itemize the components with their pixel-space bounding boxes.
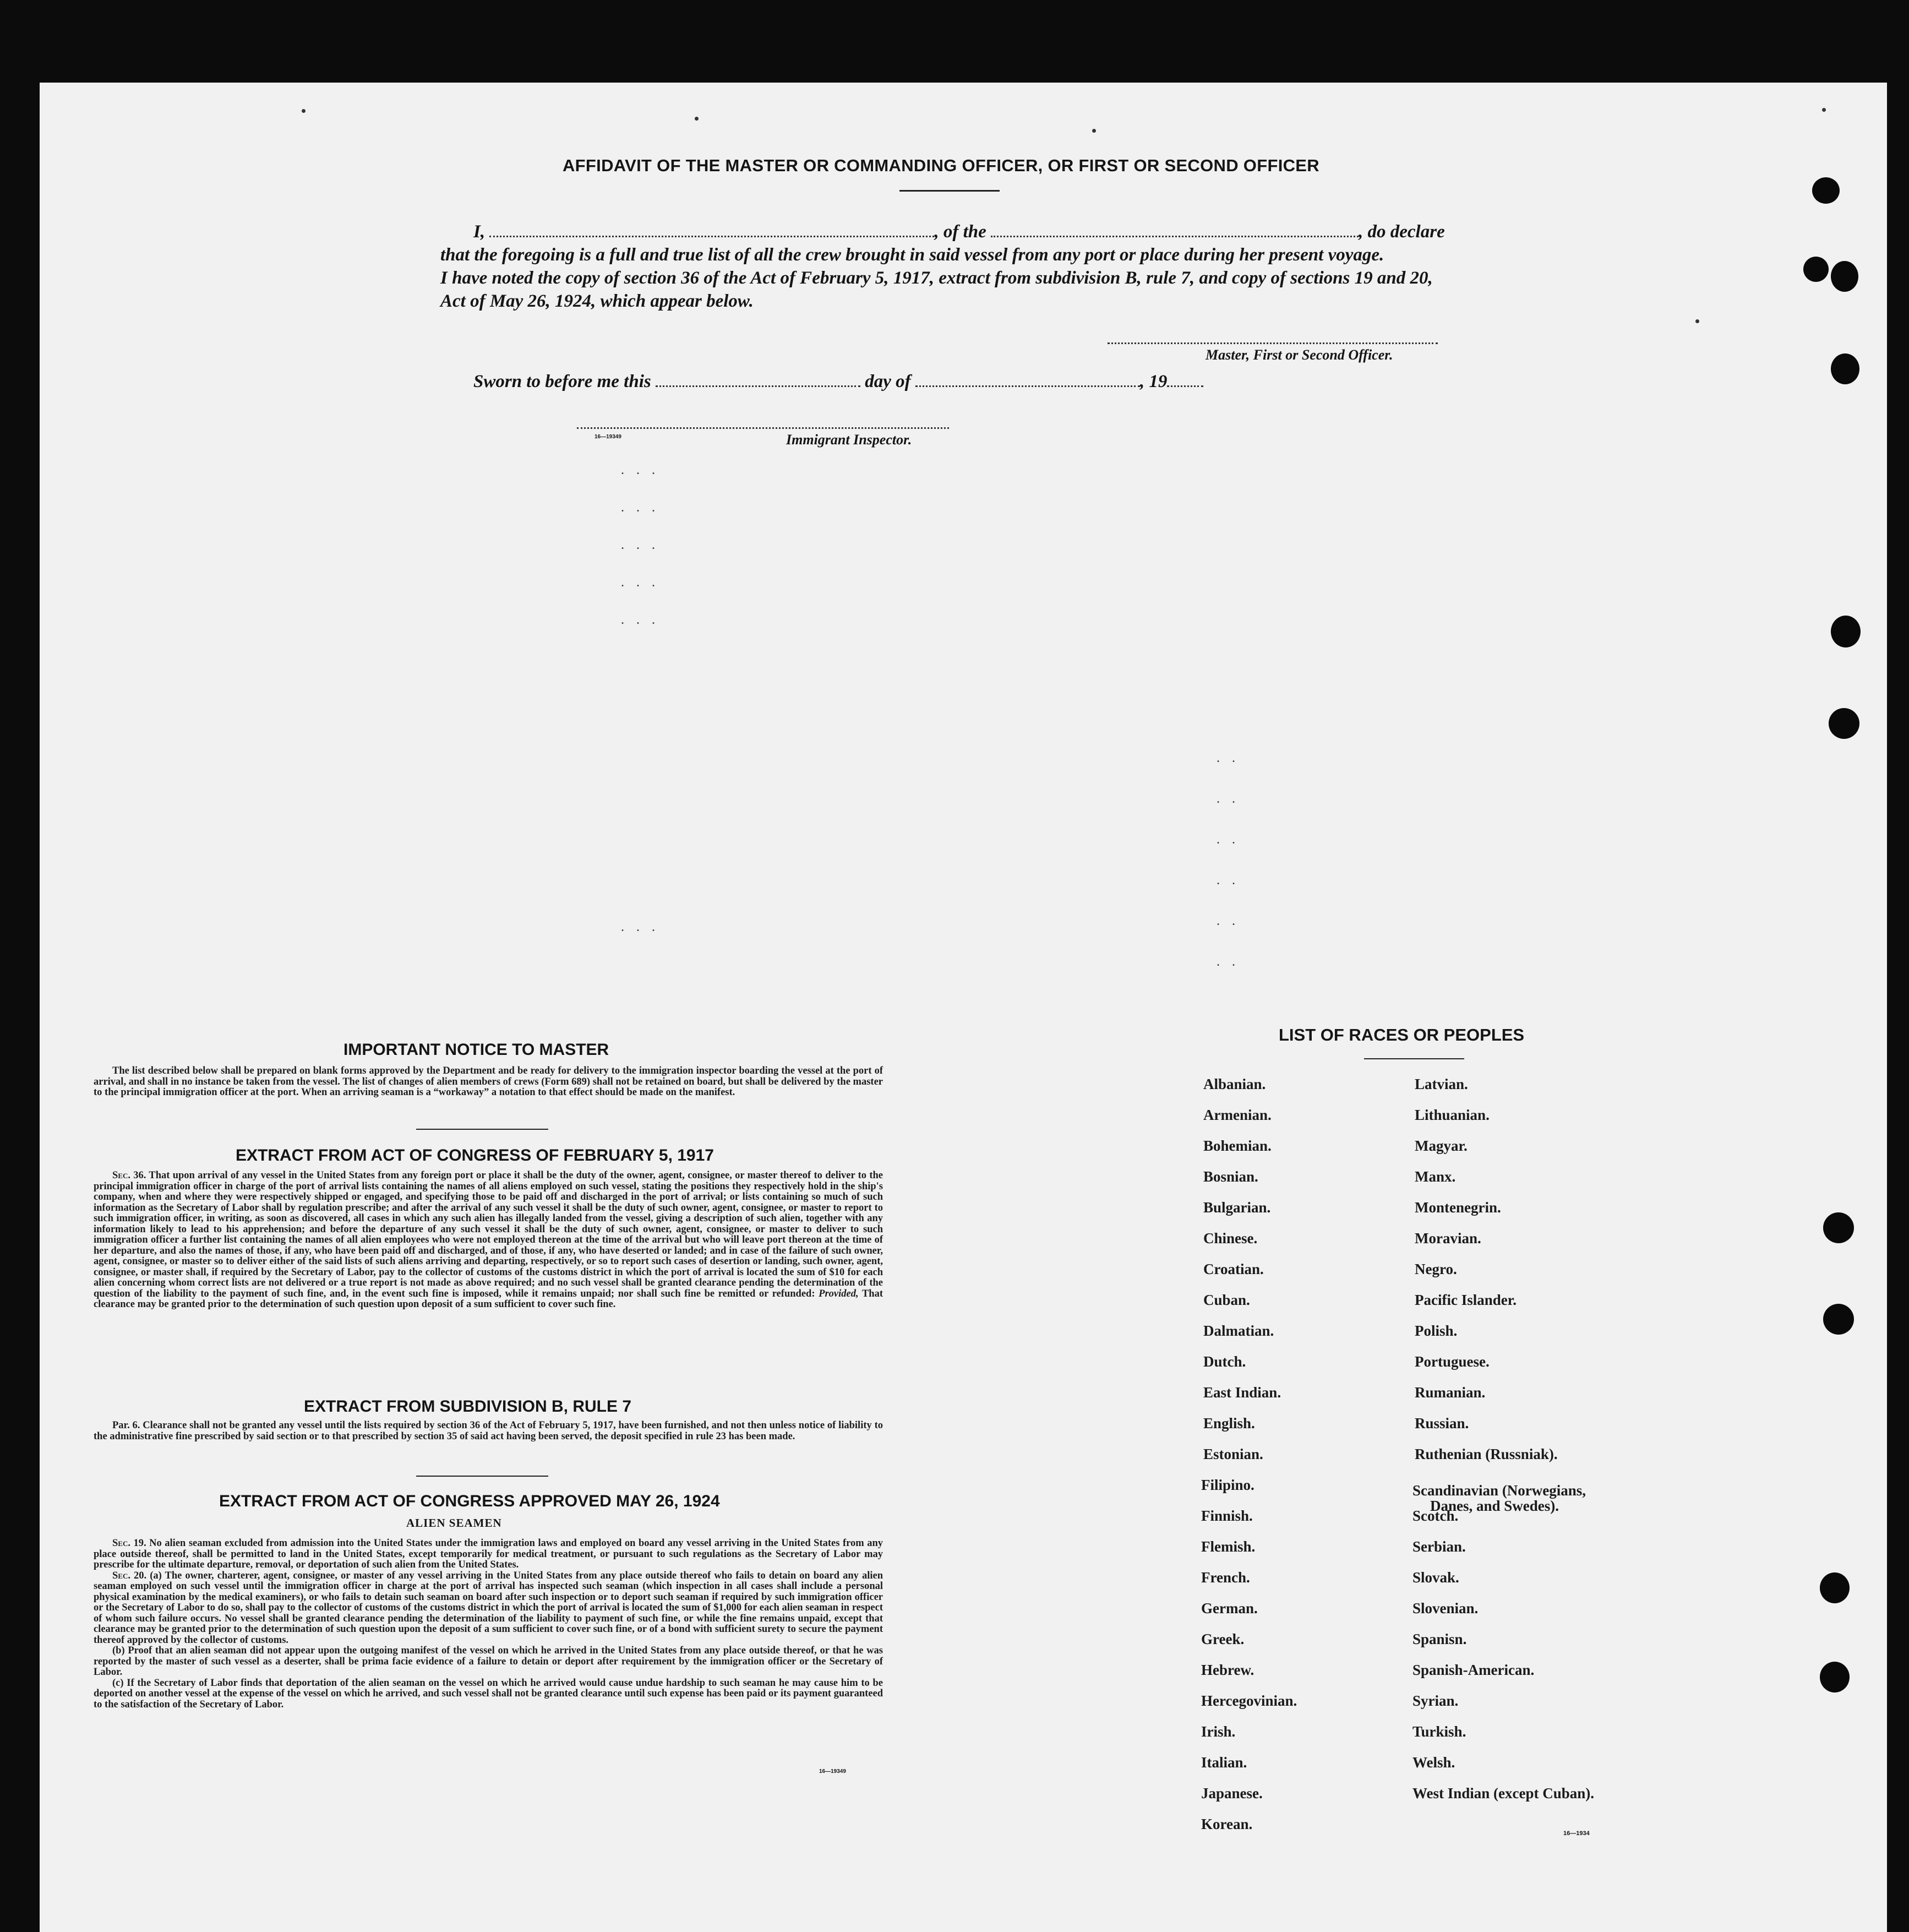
sworn-line — [473, 370, 1203, 393]
punch-hole — [1831, 261, 1858, 292]
affidavit-title: AFFIDAVIT OF THE MASTER OR COMMANDING OFFICER, OR FIRST OR SECOND OFFICER — [563, 156, 1319, 175]
punch-hole — [1823, 1212, 1854, 1243]
alien-seamen-subtitle: ALIEN SEAMEN — [406, 1516, 502, 1530]
race-left-item: English. — [1203, 1415, 1255, 1432]
race-left-item: Dutch. — [1203, 1353, 1246, 1370]
race-right-item: Latvian. — [1415, 1076, 1468, 1092]
section-divider — [416, 1476, 548, 1477]
faint-dots: ... — [621, 920, 667, 934]
section-divider — [416, 1129, 548, 1130]
race-right-item: Russian. — [1415, 1415, 1469, 1432]
race-left-item: Irish. — [1201, 1723, 1236, 1740]
sworn-text: Sworn to before me this — [473, 372, 651, 391]
race-right-item: Syrian. — [1412, 1692, 1459, 1709]
race-right-item: Manx. — [1415, 1168, 1456, 1185]
race-left-item: Albanian. — [1203, 1076, 1266, 1092]
ink-speck — [1822, 108, 1826, 112]
race-right-item: Rumanian. — [1415, 1384, 1486, 1401]
race-right-item: West Indian (except Cuban). — [1412, 1785, 1595, 1802]
sec36-label: Sec. 36. — [112, 1170, 146, 1181]
race-right-item: Scotch. — [1412, 1507, 1459, 1524]
race-left-item: East Indian. — [1203, 1384, 1281, 1401]
inspector-label: Immigrant Inspector. — [786, 432, 912, 448]
race-left-item: Estonian. — [1203, 1446, 1263, 1462]
notice-body — [94, 1066, 883, 1098]
provided-word: Provided, — [819, 1288, 859, 1299]
race-right-item: Ruthenian (Russniak). — [1415, 1446, 1558, 1462]
race-left-item: Croatian. — [1203, 1261, 1264, 1277]
rule7-text: Par. 6. Clearance shall not be granted any vessel until the lists required by section 36 of the Act of February 5, 1917, have been furnished, and not then unless notice of liability to the administrative fine prescribed by said section or to that prescribed by section 35 of said act having been served, the deposit specified in rule 23 has been made. — [94, 1420, 883, 1442]
race-left-item: Italian. — [1201, 1754, 1247, 1771]
race-left-item: Bohemian. — [1203, 1138, 1272, 1154]
declaration-line-1 — [473, 220, 1445, 243]
race-left-item: Finnish. — [1201, 1507, 1253, 1524]
declaration-line-2: that the foregoing is a full and true list of all the crew brought in said vessel from any port or place during her present voyage. — [440, 245, 1384, 265]
race-left-item: Armenian. — [1203, 1107, 1272, 1123]
sec36-tail: That clearance may be granted prior to the determination of such question upon deposit of a sum sufficient to cover such fine. — [94, 1288, 883, 1310]
master-label: Master, First or Second Officer. — [1206, 347, 1393, 363]
sec20-label: Sec. 20. — [112, 1570, 147, 1581]
rule7-title: EXTRACT FROM SUBDIVISION B, RULE 7 — [304, 1397, 632, 1416]
race-right-item: Slovenian. — [1412, 1600, 1479, 1617]
faint-dots: ... ... ... ... ... — [621, 463, 667, 627]
ink-speck — [1695, 319, 1699, 323]
race-right-item: Portuguese. — [1415, 1353, 1490, 1370]
race-right-item: Spanisn. — [1412, 1631, 1467, 1647]
race-right-item: Spanish-American. — [1412, 1662, 1535, 1678]
form-number: 16—19349 — [594, 434, 621, 440]
race-left-item: Cuban. — [1203, 1292, 1250, 1308]
race-left-item: Dalmatian. — [1203, 1323, 1274, 1339]
punch-hole — [1820, 1662, 1850, 1692]
inspector-signature-line[interactable] — [577, 427, 949, 429]
master-signature-line[interactable] — [1108, 342, 1438, 344]
declaration-line-3: I have noted the copy of section 36 of the Act of February 5, 1917, extract from subdivision B, rule 7, and copy of sections 19 and 20, — [440, 268, 1433, 288]
sec36-text: That upon arrival of any vessel in the United States from any foreign port or place it shall be the duty of the owner, agent, consignee, or master thereof to deliver to the principal immigration officer in charge of the port of arrival lists containing the names of all aliens employed on such vessel, stating the positions they respectively hold in the ship's company, when and where they were respectively shipped or engaged, and specifying those to be paid off and discharged in the port of arrival; or lists containing so much of such information as the Secretary of Labor shall by regulation prescribe; and after the arrival of any such vessel it shall be the duty of such owner, agent, consignee, or master to report to such immigration officer, in writing, as soon as discovered, all cases in which any such alien has illegally landed from the vessel, giving a description of such alien, together with any information likely to lead to his apprehension; and before the departure of any such vessel it shall be the duty of such owner, agent, consignee, or master to deliver to such immigration officer a further list containing the names of all alien employees who were not employed thereon at the time of the arrival but who will leave port thereon at the time of her departure, and also the names of those, if any, who have been paid off and discharged, and of those, if any, who have deserted or landed; and in case of the failure of such owner, agent, consignee, or master so to deliver either of the said lists of such aliens arriving and departing, respectively, or so to report such cases of desertion or landing, such owner, agent, consignee, or master shall, if required by the Secretary of Labor, pay to the collector of customs of the customs district in which the port of arrival is located the sum of $10 for each alien concerning whom correct lists are not delivered or a true report is not made as above required; and no such vessel shall be granted clearance pending the determination of the question of the liability to the payment of such fine, and, in the event such fine is imposed, while it remains unpaid; nor shall such fine be remitted or refunded: — [94, 1170, 883, 1299]
year-prefix: , 19 — [1139, 372, 1168, 391]
punch-hole — [1831, 616, 1861, 647]
sworn-day-blank[interactable] — [656, 371, 860, 387]
extract-1924-title: EXTRACT FROM ACT OF CONGRESS APPROVED MAY 26, 1924 — [219, 1492, 720, 1510]
race-right-item: Turkish. — [1412, 1723, 1466, 1740]
race-right-item: Moravian. — [1415, 1230, 1481, 1247]
sec19-text: No alien seaman excluded from admission into the United States under the immigration laws and employed on board any vessel arriving in the United States from any place outside thereof, shall be permitted to land in the United States, except temporarily for medical treatment, or pursuant to such regulations as the Secretary of Labor may prescribe for the ultimate departure, removal, or deportation of such alien from the United States. — [94, 1538, 883, 1570]
declaration-line-4: Act of May 26, 1924, which appear below. — [440, 291, 754, 311]
notice-title: IMPORTANT NOTICE TO MASTER — [343, 1041, 609, 1059]
punch-hole — [1831, 353, 1859, 384]
race-left-item: Bulgarian. — [1203, 1199, 1271, 1216]
notice-text: The list described below shall be prepared on blank forms approved by the Department and be ready for delivery to the immigration inspector boarding the vessel at the port of arrival, and shall in no instance be taken from the vessel. The list of changes of alien members of crews (Form 689) shall not be retained on board, but shall be delivered by the master to the principal immigration officer at the port. When an arriving seaman is a “workaway” a notation to that effect should be made on the manifest. — [94, 1065, 883, 1098]
punch-hole — [1823, 1304, 1854, 1335]
race-left-item: Greek. — [1201, 1631, 1245, 1647]
ink-speck — [1092, 129, 1096, 133]
race-right-item: Welsh. — [1412, 1754, 1455, 1771]
race-left-item: German. — [1201, 1600, 1258, 1617]
race-right-item: Negro. — [1415, 1261, 1457, 1277]
race-right-item: Polish. — [1415, 1323, 1458, 1339]
race-left-item: Hercegovinian. — [1201, 1692, 1297, 1709]
race-left-item: French. — [1201, 1569, 1250, 1586]
name-blank[interactable] — [489, 221, 934, 237]
race-left-item: Hebrew. — [1201, 1662, 1255, 1678]
race-left-item: Japanese. — [1201, 1785, 1263, 1802]
ink-speck — [695, 117, 699, 121]
rule7-body — [94, 1421, 883, 1442]
race-right-item: Danes, and Swedes). — [1430, 1498, 1559, 1514]
extract-1924-body — [94, 1538, 883, 1710]
extract-1917-title: EXTRACT FROM ACT OF CONGRESS OF FEBRUARY 5, 1917 — [236, 1146, 714, 1164]
faint-dots: .. .. .. .. .. .. — [1217, 751, 1247, 969]
punch-hole — [1803, 257, 1829, 282]
extract-1917-body — [94, 1171, 883, 1310]
sec20a-text: (a) The owner, charterer, agent, consignee, or master of any vessel arriving in the United States from any place outside thereof who fails to detain on board any alien seaman employed on such vessel until the immigration officer in charge at the port of arrival has inspected such seaman (which inspection in all cases shall include a personal physical examination by the medical examiners), or who fails to detain such seaman on board after such inspection or to deport such seaman if required by such immigration officer or the Secretary of Labor to do so, shall pay to the collector of customs of the customs district in which the port of arrival is located the sum of $1,000 for each alien seaman in respect of whom such failure occurs. No vessel shall be granted clearance pending the determination of the liability to payment of such fine, or while the fine remains unpaid, except that clearance may be granted prior to the determination of such question upon the deposit of a sum sufficient to cover such fine, or of a bond with sufficient surety to secure the payment thereof approved by the collector of customs. — [94, 1570, 883, 1646]
sec20b-text: (b) Proof that an alien seaman did not appear upon the outgoing manifest of the vessel on which he arrived in the United States from any place outside thereof, or that he was reported by the master of such vessel as a deserter, shall be prima facie evidence of a failure to detain or deport after requirement by the immigration officer or the Secretary of Labor. — [94, 1645, 883, 1678]
race-left-item: Filipino. — [1201, 1477, 1255, 1493]
sworn-year-blank[interactable] — [1167, 371, 1203, 387]
race-right-item: Lithuanian. — [1415, 1107, 1490, 1123]
punch-hole — [1820, 1572, 1850, 1603]
sworn-month-blank[interactable] — [915, 371, 1140, 387]
race-left-item: Korean. — [1201, 1816, 1253, 1832]
decl-of-the: , of the — [934, 222, 986, 242]
form-number-bottom: 16—19349 — [819, 1768, 846, 1775]
title-underline — [899, 190, 1000, 192]
race-left-item: Chinese. — [1203, 1230, 1258, 1247]
punch-hole — [1812, 177, 1840, 204]
race-right-item: Pacific Islander. — [1415, 1292, 1517, 1308]
ink-speck — [302, 109, 306, 113]
day-of-text: day of — [865, 372, 911, 391]
race-right-item: Serbian. — [1412, 1538, 1466, 1555]
decl-do-declare: , do declare — [1359, 222, 1445, 242]
race-right-item: Montenegrin. — [1415, 1199, 1501, 1216]
race-left-item: Flemish. — [1201, 1538, 1256, 1555]
decl-i: I, — [473, 222, 486, 242]
sec20c-text: (c) If the Secretary of Labor finds that deportation of the alien seaman on the vessel on which he arrived would cause undue hardship to such seaman he may cause him to be deported on another vessel at the expense of the vessel on which he arrived, and such vessel shall not be granted clearance until such expense has been paid or its payment guaranteed to the satisfaction of the Secretary of Labor. — [94, 1677, 883, 1710]
races-form-number: 16—1934 — [1563, 1830, 1590, 1837]
punch-hole — [1829, 708, 1859, 739]
race-right-item: Slovak. — [1412, 1569, 1459, 1586]
race-right-item: Magyar. — [1415, 1138, 1468, 1154]
races-underline — [1364, 1058, 1464, 1059]
sec19-label: Sec. 19. — [112, 1538, 146, 1549]
races-title: LIST OF RACES OR PEOPLES — [1279, 1025, 1525, 1044]
vessel-blank[interactable] — [991, 221, 1359, 237]
race-left-item: Bosnian. — [1203, 1168, 1258, 1185]
race-right-item: Scandinavian (Norwegians, — [1412, 1482, 1586, 1499]
